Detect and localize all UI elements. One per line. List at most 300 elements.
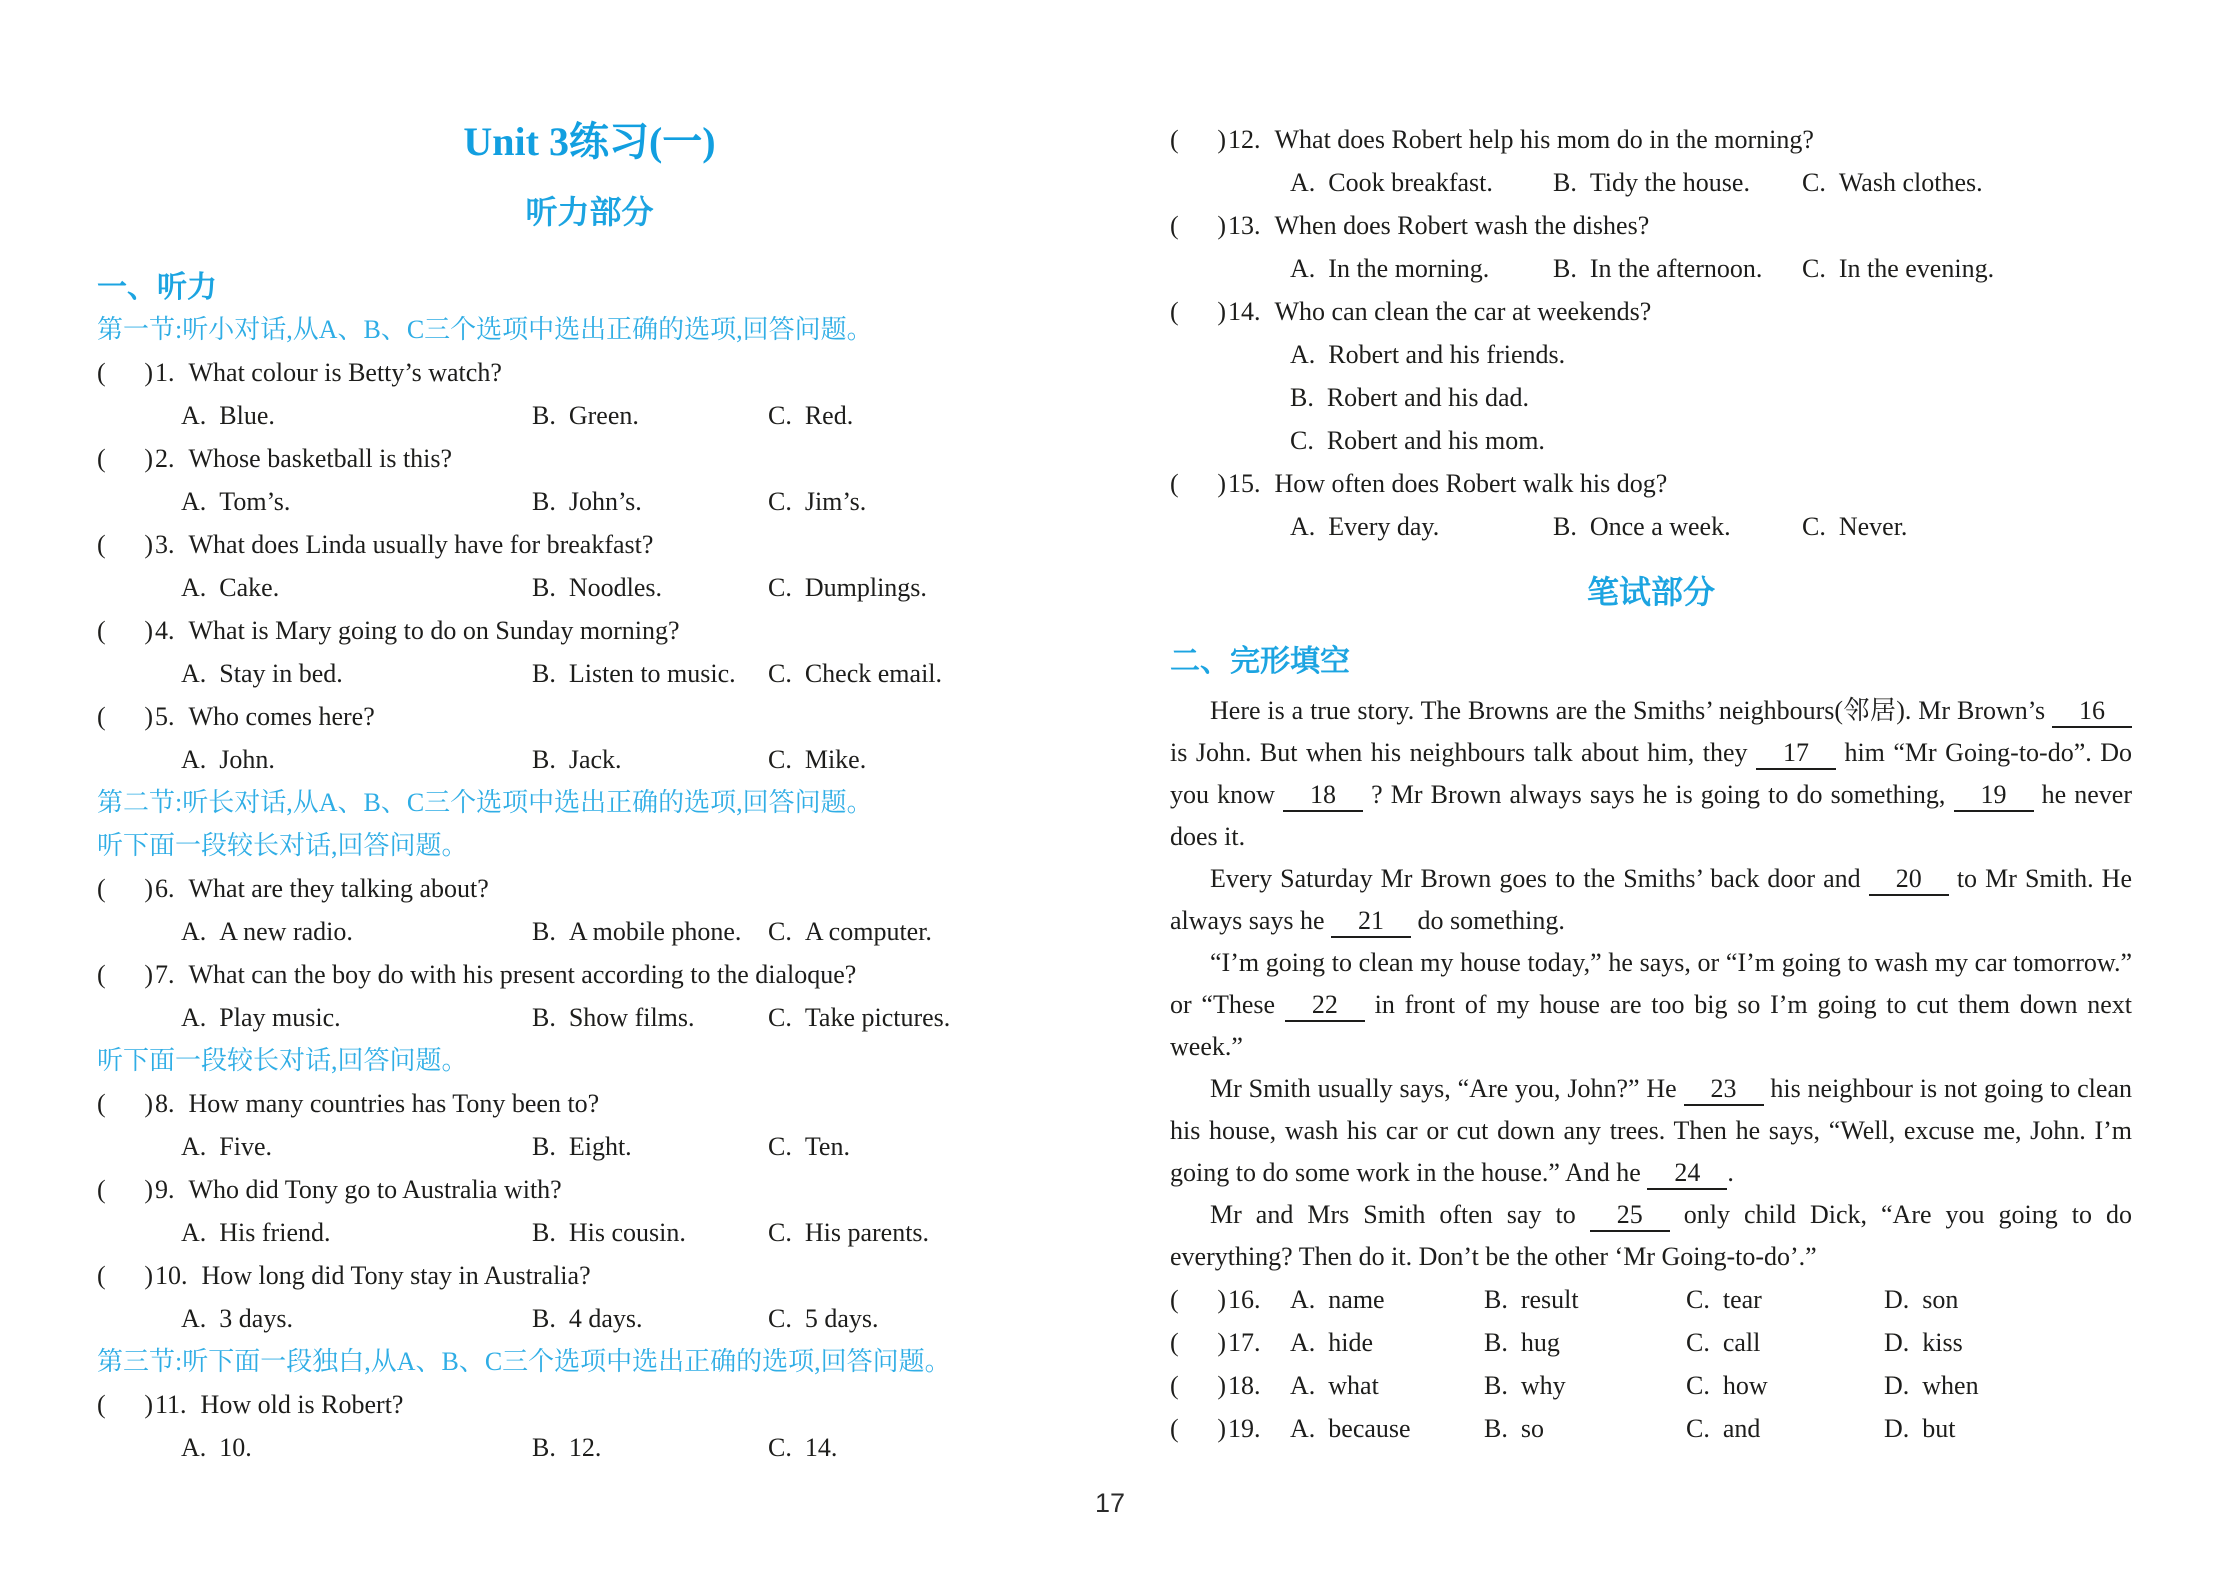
option-text: Robert and his mom. (1326, 426, 1545, 455)
option-label: A. (1290, 254, 1316, 283)
option (1884, 1278, 1958, 1321)
cloze-option-row (1170, 1321, 2132, 1364)
option-text: Red. (804, 401, 854, 430)
option-label: B. (532, 573, 556, 602)
options-row (1170, 161, 2132, 204)
question-line (97, 1082, 1082, 1125)
option (1553, 505, 1731, 548)
option (1686, 1364, 1768, 1407)
question-number: 12. (1228, 125, 1261, 154)
cloze-option-row (1170, 1364, 2132, 1407)
cloze-text: . (1727, 1158, 1734, 1187)
question-line (97, 953, 1082, 996)
close-paren: ) (1217, 211, 1226, 240)
answer-paren (1170, 1364, 1226, 1407)
close-paren: ) (144, 1175, 153, 1204)
option (1484, 1364, 1566, 1407)
option-text: call (1722, 1328, 1761, 1357)
options-row (97, 394, 1082, 437)
close-paren: ) (144, 616, 153, 645)
option (181, 738, 275, 781)
option (532, 566, 662, 609)
question-text: What colour is Betty’s watch? (188, 358, 502, 387)
cloze-text: Every Saturday Mr Brown goes to the Smiths’ back door and (1210, 864, 1869, 893)
option-label: D. (1884, 1328, 1910, 1357)
option-label: A. (181, 1003, 207, 1032)
option-text: hide (1328, 1328, 1374, 1357)
cloze-option-row (1170, 1407, 2132, 1450)
option-label: B. (1484, 1285, 1508, 1314)
option-label: C. (1802, 254, 1826, 283)
option (1290, 1321, 1373, 1364)
option-label: C. (768, 1003, 792, 1032)
option-text: Check email. (804, 659, 943, 688)
cloze-text: him “Mr Going-to-do”. Do you know (1170, 738, 2132, 809)
open-paren: ( (97, 1175, 106, 1204)
question-line (97, 695, 1082, 738)
option-label: A. (1290, 1285, 1316, 1314)
close-paren: ) (1217, 469, 1226, 498)
option (1290, 1407, 1411, 1450)
question-number: 17. (1228, 1328, 1261, 1357)
option-label: D. (1884, 1371, 1910, 1400)
close-paren: ) (1217, 1414, 1226, 1443)
option-text: Five. (219, 1132, 273, 1161)
option-label: B. (532, 1003, 556, 1032)
option-label: B. (1484, 1328, 1508, 1357)
close-paren: ) (144, 874, 153, 903)
options-row (97, 1426, 1082, 1469)
page-number: 17 (1094, 1488, 1126, 1518)
cloze-text: “I’m going to clean my house today,” he says, or “I’m going to wash my car tomorrow.” or “These (1170, 948, 2132, 1019)
option-text: Listen to music. (568, 659, 736, 688)
option-label: B. (532, 401, 556, 430)
option-label: A. (1290, 168, 1316, 197)
option-label: C. (1802, 168, 1826, 197)
question-line (97, 867, 1082, 910)
answer-paren (1170, 1278, 1226, 1321)
option-label: A. (1290, 1371, 1316, 1400)
question-line (97, 351, 1082, 394)
question-line (97, 523, 1082, 566)
option (1290, 1278, 1385, 1321)
option (1290, 161, 1493, 204)
cloze-paragraph (1170, 1194, 2132, 1278)
cloze-blank: 24 (1647, 1158, 1727, 1190)
options-row (97, 996, 1082, 1039)
question-line (1170, 462, 2132, 505)
option-text: how (1722, 1371, 1768, 1400)
question-number: 5. (155, 702, 175, 731)
option-text: Dumplings. (804, 573, 927, 602)
option-label: A. (181, 1218, 207, 1247)
option-text: Every day. (1328, 512, 1440, 541)
listening-question-list (97, 308, 1082, 1469)
option (1290, 419, 1545, 462)
option (1884, 1364, 1979, 1407)
question-text: How many countries has Tony been to? (188, 1089, 600, 1118)
option (532, 480, 642, 523)
options-row (97, 652, 1082, 695)
options-row (97, 566, 1082, 609)
options-row (97, 910, 1082, 953)
options-row (97, 1211, 1082, 1254)
option-label: B. (1553, 168, 1577, 197)
option-label: A. (181, 1433, 207, 1462)
options-row (1170, 419, 2132, 462)
option-text: why (1520, 1371, 1566, 1400)
open-paren: ( (1170, 125, 1179, 154)
open-paren: ( (1170, 1371, 1179, 1400)
options-row (1170, 247, 2132, 290)
option-label: A. (1290, 1328, 1316, 1357)
option-text: name (1328, 1285, 1385, 1314)
option (181, 1426, 252, 1469)
option-label: B. (532, 745, 556, 774)
option (1484, 1407, 1544, 1450)
cloze-option-row (1170, 1278, 2132, 1321)
option-text: 3 days. (219, 1304, 293, 1333)
close-paren: ) (144, 530, 153, 559)
cloze-text: he never does it. (1170, 780, 2133, 851)
option-label: C. (768, 573, 792, 602)
option-text: Mike. (804, 745, 867, 774)
option (1884, 1321, 1963, 1364)
close-paren: ) (1217, 1285, 1226, 1314)
options-row (1170, 333, 2132, 376)
part-two-heading: 二、完形填空 (1170, 645, 1350, 678)
option-label: C. (768, 1218, 792, 1247)
option (768, 910, 932, 953)
option (1553, 161, 1750, 204)
right-page-column (1170, 118, 2132, 1450)
answer-paren (97, 437, 153, 480)
open-paren: ( (1170, 1414, 1179, 1443)
option (1884, 1407, 1956, 1450)
answer-paren (97, 609, 153, 652)
option-text: Jim’s. (804, 487, 867, 516)
open-paren: ( (97, 444, 106, 473)
listening-instruction: 第一节:听小对话,从A、B、C三个选项中选出正确的选项,回答问题。 (97, 315, 873, 344)
cloze-blank: 20 (1869, 864, 1949, 896)
option-text: 14. (804, 1433, 838, 1462)
answer-paren (97, 867, 153, 910)
option-text: son (1922, 1285, 1959, 1314)
answer-paren (97, 1254, 153, 1297)
option-label: A. (181, 659, 207, 688)
question-number: 14. (1228, 297, 1261, 326)
option-text: His parents. (804, 1218, 930, 1247)
option (768, 1125, 850, 1168)
option-text: A new radio. (219, 917, 353, 946)
options-row (1170, 505, 2132, 548)
option-text: Cook breakfast. (1328, 168, 1493, 197)
option-text: John. (219, 745, 275, 774)
question-number: 19. (1228, 1414, 1261, 1443)
cloze-option-rows (1170, 1278, 2132, 1450)
close-paren: ) (1217, 1371, 1226, 1400)
option-label: A. (181, 573, 207, 602)
option-label: A. (1290, 1414, 1316, 1443)
option (1802, 161, 1983, 204)
option-label: B. (1484, 1414, 1508, 1443)
answer-paren (97, 1168, 153, 1211)
question-line (97, 1168, 1082, 1211)
answer-paren (97, 1383, 153, 1426)
options-row (97, 1125, 1082, 1168)
option (532, 738, 622, 781)
option (532, 1297, 643, 1340)
option (1553, 247, 1762, 290)
question-text: What are they talking about? (188, 874, 489, 903)
option-label: B. (532, 487, 556, 516)
option (181, 394, 275, 437)
option-text: 12. (568, 1433, 602, 1462)
cloze-blank: 21 (1331, 906, 1411, 938)
cloze-text: only child Dick, “Are you going to do everything? Then do it. Don’t be the other ‘Mr Going-to-do’.” (1170, 1200, 2132, 1271)
option-label: B. (1484, 1371, 1508, 1400)
options-row (1170, 376, 2132, 419)
listening-instruction: 听下面一段较长对话,回答问题。 (97, 831, 468, 860)
option-text: Tom’s. (219, 487, 291, 516)
option-label: C. (768, 1433, 792, 1462)
option-text: and (1722, 1414, 1761, 1443)
question-line (97, 437, 1082, 480)
option-text: Ten. (804, 1132, 850, 1161)
option (532, 1211, 686, 1254)
answer-paren (97, 953, 153, 996)
question-number: 6. (155, 874, 175, 903)
option (1290, 376, 1529, 419)
option-label: B. (532, 1433, 556, 1462)
option (768, 1211, 929, 1254)
option-label: C. (768, 1304, 792, 1333)
option-text: In the morning. (1328, 254, 1490, 283)
cloze-paragraph (1170, 690, 2132, 858)
cloze-text: is John. But when his neighbours talk about him, they (1170, 738, 1756, 767)
listening-question-list-continued (1170, 118, 2132, 548)
option (532, 996, 695, 1039)
option-label: A. (181, 487, 207, 516)
question-text: When does Robert wash the dishes? (1274, 211, 1650, 240)
open-paren: ( (97, 1089, 106, 1118)
option-text: but (1922, 1414, 1956, 1443)
question-text: Who comes here? (188, 702, 375, 731)
close-paren: ) (144, 1261, 153, 1290)
option-text: because (1328, 1414, 1411, 1443)
close-paren: ) (144, 1390, 153, 1419)
cloze-paragraph (1170, 942, 2132, 1068)
option-text: Show films. (568, 1003, 695, 1032)
option-text: A mobile phone. (568, 917, 742, 946)
open-paren: ( (1170, 469, 1179, 498)
option-label: C. (1686, 1371, 1710, 1400)
option-label: C. (1686, 1285, 1710, 1314)
option-text: His cousin. (568, 1218, 686, 1247)
option (768, 1297, 879, 1340)
option-text: A computer. (804, 917, 932, 946)
listening-instruction: 第二节:听长对话,从A、B、C三个选项中选出正确的选项,回答问题。 (97, 788, 873, 817)
question-number: 11. (155, 1390, 187, 1419)
doc-title: Unit 3练习(一) (463, 119, 716, 164)
option-text: His friend. (219, 1218, 331, 1247)
open-paren: ( (97, 874, 106, 903)
option-text: 5 days. (804, 1304, 879, 1333)
question-number: 3. (155, 530, 175, 559)
question-text: Who can clean the car at weekends? (1274, 297, 1652, 326)
option-text: Noodles. (568, 573, 663, 602)
option (181, 566, 279, 609)
option-text: Once a week. (1589, 512, 1731, 541)
option-label: B. (532, 659, 556, 688)
close-paren: ) (144, 960, 153, 989)
option-label: A. (1290, 340, 1316, 369)
option (1686, 1407, 1760, 1450)
listening-instruction: 第三节:听下面一段独白,从A、B、C三个选项中选出正确的选项,回答问题。 (97, 1347, 951, 1376)
open-paren: ( (97, 1390, 106, 1419)
option-label: A. (181, 1132, 207, 1161)
option (1686, 1278, 1762, 1321)
close-paren: ) (144, 702, 153, 731)
option-label: C. (1686, 1328, 1710, 1357)
option (181, 996, 341, 1039)
open-paren: ( (97, 530, 106, 559)
close-paren: ) (144, 358, 153, 387)
question-text: What does Linda usually have for breakfast? (188, 530, 654, 559)
answer-paren (1170, 118, 1226, 161)
open-paren: ( (1170, 211, 1179, 240)
answer-paren (1170, 462, 1226, 505)
question-number: 10. (155, 1261, 188, 1290)
close-paren: ) (1217, 297, 1226, 326)
option-text: Jack. (568, 745, 622, 774)
options-row (97, 1297, 1082, 1340)
options-row (97, 480, 1082, 523)
option (768, 480, 866, 523)
option-text: In the evening. (1838, 254, 1995, 283)
option-text: Tidy the house. (1589, 168, 1750, 197)
open-paren: ( (97, 960, 106, 989)
option (532, 652, 736, 695)
option (181, 910, 353, 953)
open-paren: ( (97, 616, 106, 645)
option (532, 1125, 632, 1168)
option (1484, 1321, 1560, 1364)
cloze-blank: 25 (1590, 1200, 1670, 1232)
option-label: C. (1802, 512, 1826, 541)
question-number: 9. (155, 1175, 175, 1204)
cloze-text: ? Mr Brown always says he is going to do something, (1363, 780, 1954, 809)
question-text: How long did Tony stay in Australia? (201, 1261, 591, 1290)
question-text: What does Robert help his mom do in the morning? (1274, 125, 1814, 154)
option-label: B. (532, 1304, 556, 1333)
cloze-text: Mr and Mrs Smith often say to (1210, 1200, 1590, 1229)
answer-paren (97, 351, 153, 394)
question-text: How often does Robert walk his dog? (1274, 469, 1668, 498)
question-number: 18. (1228, 1371, 1261, 1400)
cloze-blank: 18 (1283, 780, 1363, 812)
option (532, 394, 639, 437)
question-line (97, 1254, 1082, 1297)
option-label: A. (181, 917, 207, 946)
option-label: A. (1290, 512, 1316, 541)
cloze-text: to Mr Smith. He always says he (1170, 864, 2132, 935)
answer-paren (1170, 1407, 1226, 1450)
part-one-heading: 一、听力 (97, 271, 217, 304)
cloze-passage (1170, 690, 2132, 1278)
question-line (1170, 290, 2132, 333)
cloze-blank: 16 (2052, 696, 2132, 728)
option-label: B. (532, 917, 556, 946)
option (1290, 247, 1489, 290)
option-text: Stay in bed. (219, 659, 343, 688)
option-label: C. (1686, 1414, 1710, 1443)
option (181, 1297, 293, 1340)
question-number: 2. (155, 444, 175, 473)
close-paren: ) (144, 1089, 153, 1118)
question-text: Who did Tony go to Australia with? (188, 1175, 562, 1204)
open-paren: ( (97, 702, 106, 731)
listening-instruction: 听下面一段较长对话,回答问题。 (97, 1046, 468, 1075)
option-text: Blue. (219, 401, 275, 430)
cloze-text: Mr Smith usually says, “Are you, John?” He (1210, 1074, 1684, 1103)
option-label: D. (1884, 1414, 1910, 1443)
option-text: Take pictures. (804, 1003, 951, 1032)
listening-section-heading: 听力部分 (525, 194, 654, 230)
question-line (1170, 204, 2132, 247)
cloze-paragraph (1170, 858, 2132, 942)
option (768, 996, 950, 1039)
question-number: 8. (155, 1089, 175, 1118)
answer-paren (1170, 1321, 1226, 1364)
option-text: Play music. (219, 1003, 341, 1032)
cloze-blank: 17 (1756, 738, 1836, 770)
question-number: 1. (155, 358, 175, 387)
option-label: C. (768, 487, 792, 516)
option (181, 1211, 330, 1254)
option (181, 480, 290, 523)
option-label: C. (768, 659, 792, 688)
option (1484, 1278, 1579, 1321)
option-text: In the afternoon. (1589, 254, 1763, 283)
option-text: Green. (568, 401, 639, 430)
cloze-text: his neighbour is not going to clean his house, wash his car or cut down any trees. Then he says, “Well, excuse me, John. I’m going to do some work in the house.” And he (1170, 1074, 2132, 1187)
left-page-column (97, 118, 1082, 1469)
option-text: 10. (219, 1433, 252, 1462)
option-label: B. (532, 1132, 556, 1161)
option (1290, 1364, 1379, 1407)
question-line (97, 1383, 1082, 1426)
option (768, 738, 866, 781)
open-paren: ( (1170, 1285, 1179, 1314)
option (1290, 505, 1439, 548)
open-paren: ( (1170, 1328, 1179, 1357)
option-label: C. (768, 917, 792, 946)
option-label: B. (1553, 254, 1577, 283)
question-number: 4. (155, 616, 175, 645)
option-label: B. (1553, 512, 1577, 541)
option-text: Robert and his dad. (1326, 383, 1530, 412)
option (532, 1426, 601, 1469)
question-number: 13. (1228, 211, 1261, 240)
option (768, 1426, 837, 1469)
open-paren: ( (1170, 297, 1179, 326)
answer-paren (1170, 204, 1226, 247)
option-label: C. (768, 1132, 792, 1161)
question-text: What can the boy do with his present according to the dialoque? (188, 960, 857, 989)
option-label: B. (532, 1218, 556, 1247)
option-text: Never. (1838, 512, 1908, 541)
